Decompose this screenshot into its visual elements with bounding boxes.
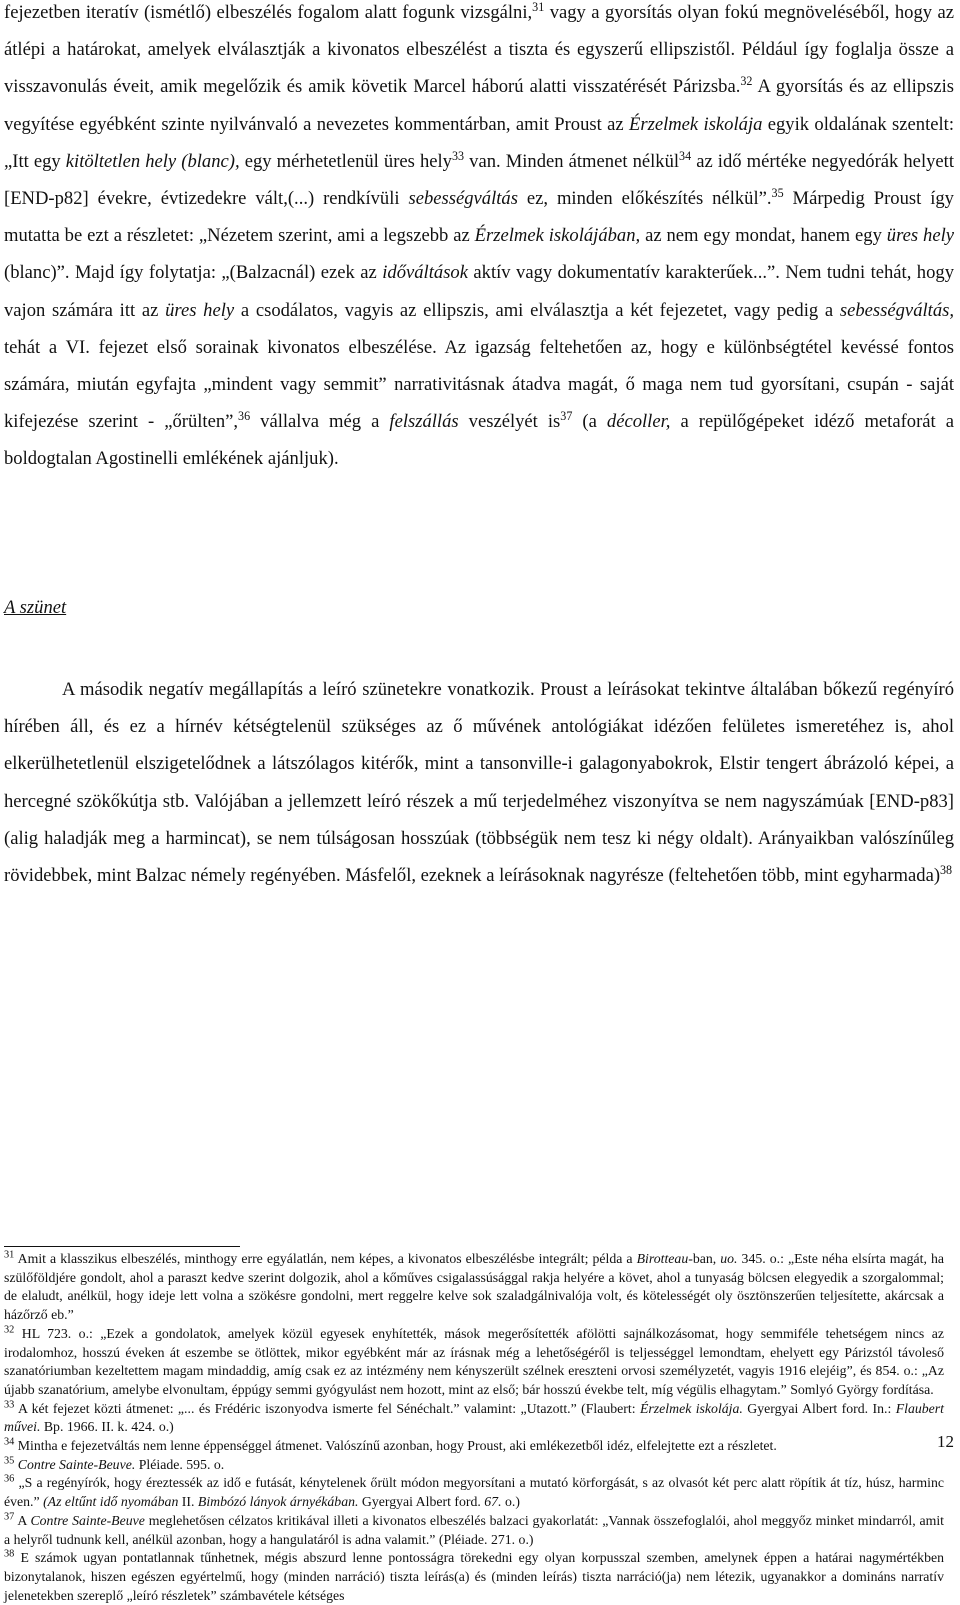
footnote-34 xyxy=(4,1437,944,1456)
footnote-ref-31[interactable]: 31 xyxy=(532,0,545,14)
page-number: 12 xyxy=(937,1432,954,1451)
text-run: HL 723. o.: „Ezek a gondolatok, amelyek közül egyesek enyhítették, mások megerősítették afölötti sajnálkozásomat, hogy semmiféle tehetségem nincs az irodalomhoz, hosszú éveken át eszembe se ötlöttek, mikor egyébként már az írásnak még a lehetőségéről is teljességgel lemondtam, ehelyett egy Párizstól távoleső szanatóriumban kezeltettem magam mindaddig, amíg csak ez az intézmény nem kényszerült szélnek ereszteni orvosi személyzetét, vagyis 1916 elejéig”, és 854. o.: „Az újabb szanatórium, amelybe elvonultam, éppúgy semmi gyógyulást nem hozott, mint az első; bár hosszú évekbe telt, míg végülis elhagytam.” Somlyó György fordítása. xyxy=(4,1325,944,1397)
italic-term: kitöltetlen hely (blanc), xyxy=(65,150,240,172)
text-run: E számok ugyan pontatlannak tűnhetnek, mégis abszurd lenne pontosságra törekedni egy olyan korpusszal szemben, amelynek éppen a határai nagymértékben bizonytalanok, hiszen egészen egyértelmű, hogy (minden narráció) tiszta leírás(a) és (minden leírás) tiszta narráció(ja) nem létezik, ugyanakkor a domináns narratív jelenetekben szereplő „leíró részletek” számbavétele kétséges xyxy=(4,1550,944,1603)
italic-term: üres hely xyxy=(886,225,954,247)
text-run: (a xyxy=(572,411,607,433)
italic-title: Bimbózó lányok árnyékában. xyxy=(197,1494,359,1510)
body-paragraph-1 xyxy=(4,0,954,478)
footnote-32 xyxy=(4,1325,944,1400)
text-run: egyik oldalának szentelt: „Itt egy xyxy=(4,113,954,172)
text-run: A xyxy=(14,1512,31,1528)
text-run: a repülőgépeket idéző metaforát a boldogtalan Agostinelli emlékének ajánljuk). xyxy=(4,411,954,470)
footnote-number: 35 xyxy=(4,1455,15,1467)
footnote-ref-37[interactable]: 37 xyxy=(560,409,573,424)
footnote-31 xyxy=(4,1250,944,1325)
italic-title: (Az eltűnt idő nyomában xyxy=(43,1494,179,1510)
text-run: (blanc)”. Majd így folytatja: „(Balzacnál) ezek az xyxy=(4,262,383,284)
text-run: az nem egy mondat, hanem egy xyxy=(640,225,887,247)
text-run: Gyergyai Albert ford. xyxy=(358,1494,485,1510)
text-run: vállalva még a xyxy=(250,411,390,433)
section-heading: A szünet xyxy=(4,597,67,618)
footnote-ref-35[interactable]: 35 xyxy=(771,185,784,200)
footnote-number: 33 xyxy=(4,1399,15,1411)
footnote-number: 31 xyxy=(4,1249,15,1261)
text-run: a csodálatos, vagyis az ellipszis, ami elválasztja a két fejezetet, vagy pedig a xyxy=(234,299,840,321)
italic-title: Contre Sainte-Beuve. xyxy=(14,1456,136,1472)
text-run: meglehetősen célzatos kritikával illeti a kivonatos elbeszélés balzaci gyakorlatát: „Vannak összefoglalói, ahol meggyőz minket mindarról, amit a helyről tudnunk kell, anélkül azonban, hogy a hangulatáról is adna valamit.” (Pléiade. 271. o.) xyxy=(4,1512,944,1547)
text-run: Gyergyai Albert ford. In.: xyxy=(742,1400,896,1416)
footnotes xyxy=(4,1250,944,1605)
footnote-number: 34 xyxy=(4,1436,15,1448)
italic-term: időváltások xyxy=(382,262,468,284)
text-run: Bp. 1966. II. k. 424. o.) xyxy=(40,1419,174,1435)
footnote-number: 37 xyxy=(4,1511,15,1523)
footnote-number: 32 xyxy=(4,1324,15,1336)
text-run: 345. o.: „Este néha elsírta magát, ha szülőföldjére gondolt, ahol a paraszt kedve szerint dolgozik, ahol a kőműves csigalassúsággal rakja helyére a követ, ahol a tunyaság bölcsen elegyedik a szorgalommal; de elaludt, anélkül, hogy ideje lett volna a szökésre gondolni, mert reggelre kelve sok szaladgálnivalója volt, és kötelességét oly ösztönszerűen teljesítette, akárcsak a házőrző eb.” xyxy=(4,1251,945,1323)
italic-title: Érzelmek iskolája xyxy=(629,113,763,135)
italic-term: sebességváltás xyxy=(408,188,518,210)
text-run: o.) xyxy=(501,1494,520,1510)
text-run: tehát a VI. fejezet első sorainak kivonatos elbeszélése. Az igazság feltehetően az, hogy e különbségtétel kevéssé fontos számára, miután egyfajta „mindent vagy semmit” narrativitásnak átadva magát, ő maga nem tud gyorsítani, csupán - saját kifejezése szerint - „őrülten”, xyxy=(4,336,954,433)
text-run: A két fejezet közti átmenet: „... és Frédéric iszonyodva ismerte fel Sénéchalt.” valamint: „Utazott.” (Flaubert: xyxy=(14,1400,640,1416)
footnote-ref-38[interactable]: 38 xyxy=(940,862,953,877)
text-run: az idő mértéke negyedórák helyett [END-p82] évekre, évtizedekre vált,(...) rendkívüli xyxy=(4,150,954,210)
text-run: Mintha e fejezetváltás nem lenne éppenséggel átmenet. Valószínű azonban, hogy Proust, aki emlékezetből idéz, elfelejtette ezt a részletet. xyxy=(14,1438,777,1454)
italic-page: 67. xyxy=(484,1494,502,1510)
text-run: Amit a klasszikus elbeszélés, minthogy erre egyálatlán, nem képes, a kivonatos elbeszélésbe integrált; példa a xyxy=(14,1251,637,1266)
footnote-ref-33[interactable]: 33 xyxy=(451,148,465,163)
text-run: ez, minden előkészítés nélkül”. xyxy=(517,188,772,210)
footnote-number: 36 xyxy=(4,1473,15,1485)
text-run: -ban, xyxy=(688,1251,721,1266)
text-run: Pléiade. 595. o. xyxy=(135,1456,225,1472)
text-run: A második negatív megállapítás a leíró szünetekre vonatkozik. Proust a leírásokat tekintve általában bőkezű regényíró hírében áll, és ez a hírnév kétségtelenül szükséges az ő művének antológiákat idézően felületes ismeretéhez is, ahol elkerülhetetlenül elszigetelődnek a látszólagos kitérők, mint a tansonville-i galagonyabokrok, Elstir tengert ábrázoló képei, a hercegné szökőkútja stb. Valójában a jellemzett leíró részek a mű terjedelméhez viszonyítva se nem nagyszámúak [END-p83] (alig haladják meg a harmincat), se nem túlságosan hosszúak (többségük nem tesz ki négy oldalt). Arányaikban valószínűleg rövidebbek, mint Balzac némely regényében. Másfelől, ezeknek a leírásoknak nagyrésze (feltehetően több, mint egyharmada) xyxy=(4,679,954,887)
italic-title: Birotteau xyxy=(636,1251,689,1266)
text-run: fejezetben iteratív (ismétlő) elbeszélés fogalom alatt fogunk vizsgálni, xyxy=(4,2,533,23)
text-run: „S a regényírók, hogy éreztessék az idő e futását, kénytelenek őrült módon megyorsítani a mutató körforgását, s az olvasót két perc alatt röpítik át tíz, húsz, harminc éven.” xyxy=(4,1475,944,1510)
footnote-37 xyxy=(4,1512,944,1549)
text-run: veszélyét is xyxy=(458,411,561,433)
footnote-38 xyxy=(4,1549,944,1605)
italic-title: Flaubert művei. xyxy=(4,1400,944,1435)
text-run: Márpedig Proust így mutatta be ezt a részletet: „Nézetem szerint, ami a legszebb az xyxy=(4,188,954,247)
italic-term: sebességváltás, xyxy=(839,299,954,321)
text-run: egy mérhetetlenül üres hely xyxy=(239,150,452,172)
footnote-ref-34[interactable]: 34 xyxy=(679,148,692,163)
italic-title: Érzelmek iskolájában, xyxy=(474,225,641,247)
text-run: A gyorsítás és az ellipszis vegyítése egyébként szinte nyilvánvaló a nevezetes kommentárban, amit Proust az xyxy=(4,76,954,135)
footnote-separator xyxy=(4,1246,240,1247)
italic-term: décoller, xyxy=(606,411,671,433)
text-run: van. Minden átmenet nélkül xyxy=(464,150,680,172)
italic-title: Contre Sainte-Beuve xyxy=(30,1512,145,1528)
italic-title: Érzelmek iskolája. xyxy=(639,1400,743,1416)
footnote-36 xyxy=(4,1474,944,1511)
text-run: II. xyxy=(178,1494,198,1510)
italic-abbrev: uo. xyxy=(720,1251,738,1266)
italic-term: üres hely xyxy=(165,299,235,321)
text-run: vagy a gyorsítás olyan fokú megnöveléséből, hogy az átlépi a határokat, amelyek elválasztják a kivonatos elbeszélést a tiszta és egyszerű ellipszistől. Például így foglalja össze a visszavonulás éveit, amik megelőzik és amik követik Marcel háború alatti visszatérését Párizsba. xyxy=(4,2,955,98)
text-run: aktív vagy dokumentatív karakterűek...”. Nem tudni tehát, hogy vajon számára itt az xyxy=(4,262,954,321)
footnote-33 xyxy=(4,1400,944,1437)
body-paragraph-2 xyxy=(4,671,954,894)
footnote-ref-36[interactable]: 36 xyxy=(238,409,251,424)
italic-term: felszállás xyxy=(389,411,459,433)
footnote-number: 38 xyxy=(4,1548,15,1560)
footnote-ref-32[interactable]: 32 xyxy=(740,74,753,89)
